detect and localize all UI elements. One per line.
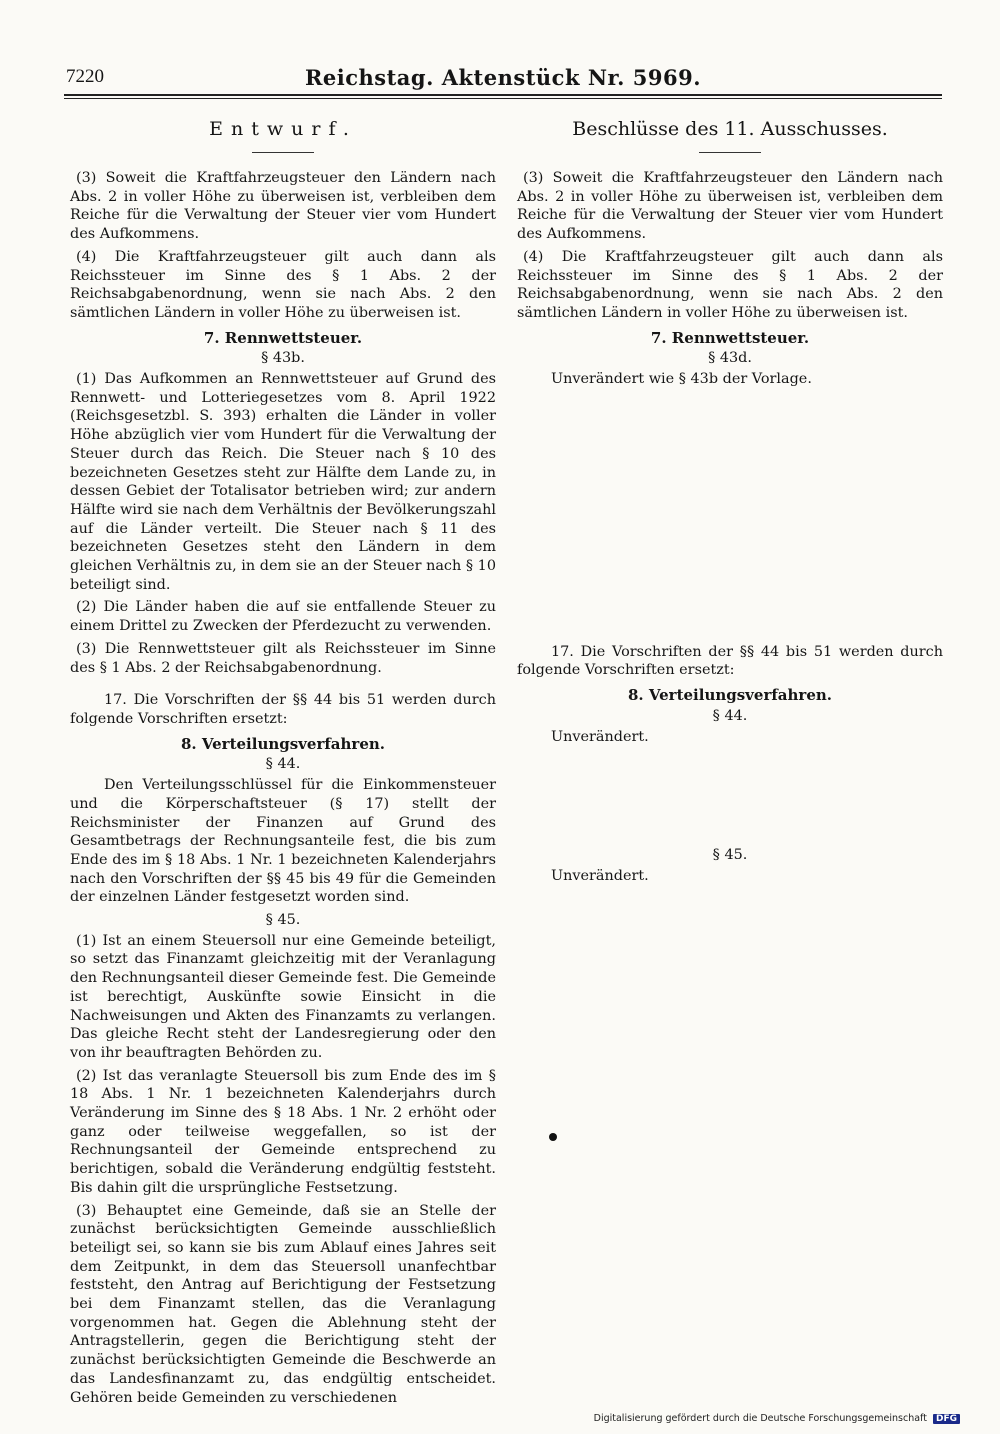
ink-mark: [549, 1133, 557, 1141]
paragraph: Unverändert wie § 43b der Vorlage.: [551, 371, 812, 388]
paragraph: (2) Ist das veranlagte Steuersoll bis zum Ende des im § 18 Abs. 1 Nr. 1 bezeichneten Kalenderjahrs durch Veränderung im Sinne des § 18 Abs. 1 Nr. 2 erhöht oder ganz oder teilweise weggefallen, so ist der Rechnungsanteil der Gemeinde entsprechend zu berichtigen, sobald die Veränderung endgültig feststeht. Bis dahin gilt die ursprüngliche Festsetzung.: [70, 1067, 496, 1196]
paragraph: (1) Das Aufkommen an Rennwettsteuer auf Grund des Rennwett- und Lotteriegesetzes vom 8. April 1922 (Reichsgesetzbl. S. 393) erhalten die Länder in voller Höhe abzüglich vier vom Hundert für die Verwaltung der Steuer durch das Reich. Die Steuer nach § 10 des bezeichneten Gesetzes steht zur Hälfte dem Lande zu, in dessen Gebiet der Totalisator betrieben wird; zur andern Hälfte wird sie nach dem Verhältnis der Bevölkerungszahl auf die Länder verteilt. Die Steuer nach § 11 des bezeichneten Gesetzes steht den Ländern in dem gleichen Verhältnis zu, in dem sie an der Steuer nach § 10 beteiligt sind.: [70, 371, 496, 593]
section-number: § 45.: [712, 847, 748, 864]
header-rule: [64, 94, 942, 99]
dfg-logo: DFG: [933, 1414, 960, 1424]
section-heading: 8. Verteilungsverfahren.: [627, 686, 833, 705]
section-number: § 44.: [265, 756, 301, 773]
paragraph: Den Verteilungsschlüssel für die Einkommensteuer und die Körperschaftsteuer (§ 17) stellt der Reichsminister der Finanzen auf Grund des Gesamtbetrags der Rechnungsanteile fest, die bis zum Ende des im § 18 Abs. 1 Nr. 1 bezeichneten Kalenderjahrs nach den Vorschriften der §§ 45 bis 49 für die Gemeinden der einzelnen Länder festgesetzt worden sind.: [70, 777, 496, 906]
section-number: § 43d.: [708, 350, 752, 367]
paragraph: (3) Die Rennwettsteuer gilt als Reichssteuer im Sinne des § 1 Abs. 2 der Reichsabgabenordnung.: [70, 640, 496, 676]
running-title: Reichstag. Aktenstück Nr. 5969.: [304, 65, 702, 90]
paragraph: (3) Soweit die Kraftfahrzeugsteuer den Ländern nach Abs. 2 in voller Höhe zu überweisen ist, verbleiben dem Reiche für die Verwaltung der Steuer vier vom Hundert des Aufkommens.: [517, 170, 943, 243]
section-heading: 7. Rennwettsteuer.: [650, 328, 810, 347]
title-divider: [699, 152, 761, 153]
paragraph: (1) Ist an einem Steuersoll nur eine Gemeinde beteiligt, so setzt das Finanzamt gleichzeitig mit der Veranlagung den Rechnungsanteil dieser Gemeinde fest. Die Gemeinde ist berechtigt, Auskünfte sowie Einsicht in die Nachweisungen und Akten des Finanzamts zu verlangen. Das gleiche Recht steht der Landesregierung oder den von ihr beauftragten Behörden zu.: [70, 932, 496, 1061]
left-column-title: Entwurf.: [209, 118, 357, 140]
section-number: § 44.: [712, 707, 748, 724]
paragraph: (4) Die Kraftfahrzeugsteuer gilt auch dann als Reichssteuer im Sinne des § 1 Abs. 2 der Reichsabgabenordnung, wenn sie nach Abs. 2 den sämtlichen Ländern in voller Höhe zu überweisen ist.: [70, 248, 496, 321]
right-column-title: Beschlüsse des 11. Ausschusses.: [572, 118, 888, 140]
paragraph: (4) Die Kraftfahrzeugsteuer gilt auch dann als Reichssteuer im Sinne des § 1 Abs. 2 der Reichsabgabenordnung, wenn sie nach Abs. 2 den sämtlichen Ländern in voller Höhe zu überweisen ist.: [517, 248, 943, 321]
section-number: § 45.: [265, 912, 301, 929]
page-number: 7220: [66, 66, 104, 87]
paragraph: (3) Soweit die Kraftfahrzeugsteuer den Ländern nach Abs. 2 in voller Höhe zu überweisen ist, verbleiben dem Reiche für die Verwaltung der Steuer vier vom Hundert des Aufkommens.: [70, 170, 496, 243]
page-header: [64, 66, 942, 94]
left-column-draft: [70, 106, 496, 1411]
digitization-credit: [594, 1413, 960, 1424]
paragraph: Unverändert.: [551, 867, 649, 884]
section-heading: 8. Verteilungsverfahren.: [180, 734, 386, 753]
section-number: § 43b.: [261, 350, 305, 367]
section-heading: 7. Rennwettsteuer.: [203, 328, 363, 347]
paragraph: 17. Die Vorschriften der §§ 44 bis 51 werden durch folgende Vorschriften ersetzt:: [517, 643, 943, 679]
paragraph: Unverändert.: [551, 728, 649, 745]
credit-text: Digitalisierung gefördert durch die Deutsche Forschungsgemeinschaft: [593, 1413, 927, 1424]
paragraph: (3) Behauptet eine Gemeinde, daß sie an Stelle der zunächst berücksichtigten Gemeinde ausschließlich beteiligt sei, so kann sie bis zum Ablauf eines Jahres seit dem Zeitpunkt, in dem das Steuersoll unanfechtbar feststeht, den Antrag auf Berichtigung der Festsetzung bei dem Finanzamt stellen, das die Veranlagung vorgenommen hat. Gegen die Ablehnung steht der Antragstellerin, gegen die Berichtigung steht der zunächst berücksichtigten Gemeinde die Beschwerde an das Landesfinanzamt zu, das endgültig entscheidet. Gehören beide Gemeinden zu verschiedenen: [70, 1202, 496, 1406]
paragraph: 17. Die Vorschriften der §§ 44 bis 51 werden durch folgende Vorschriften ersetzt:: [70, 692, 496, 727]
right-column-committee: [517, 106, 943, 890]
paragraph: (2) Die Länder haben die auf sie entfallende Steuer zu einem Drittel zu Zwecken der Pferdezucht zu verwenden.: [70, 599, 496, 635]
title-divider: [252, 152, 314, 153]
